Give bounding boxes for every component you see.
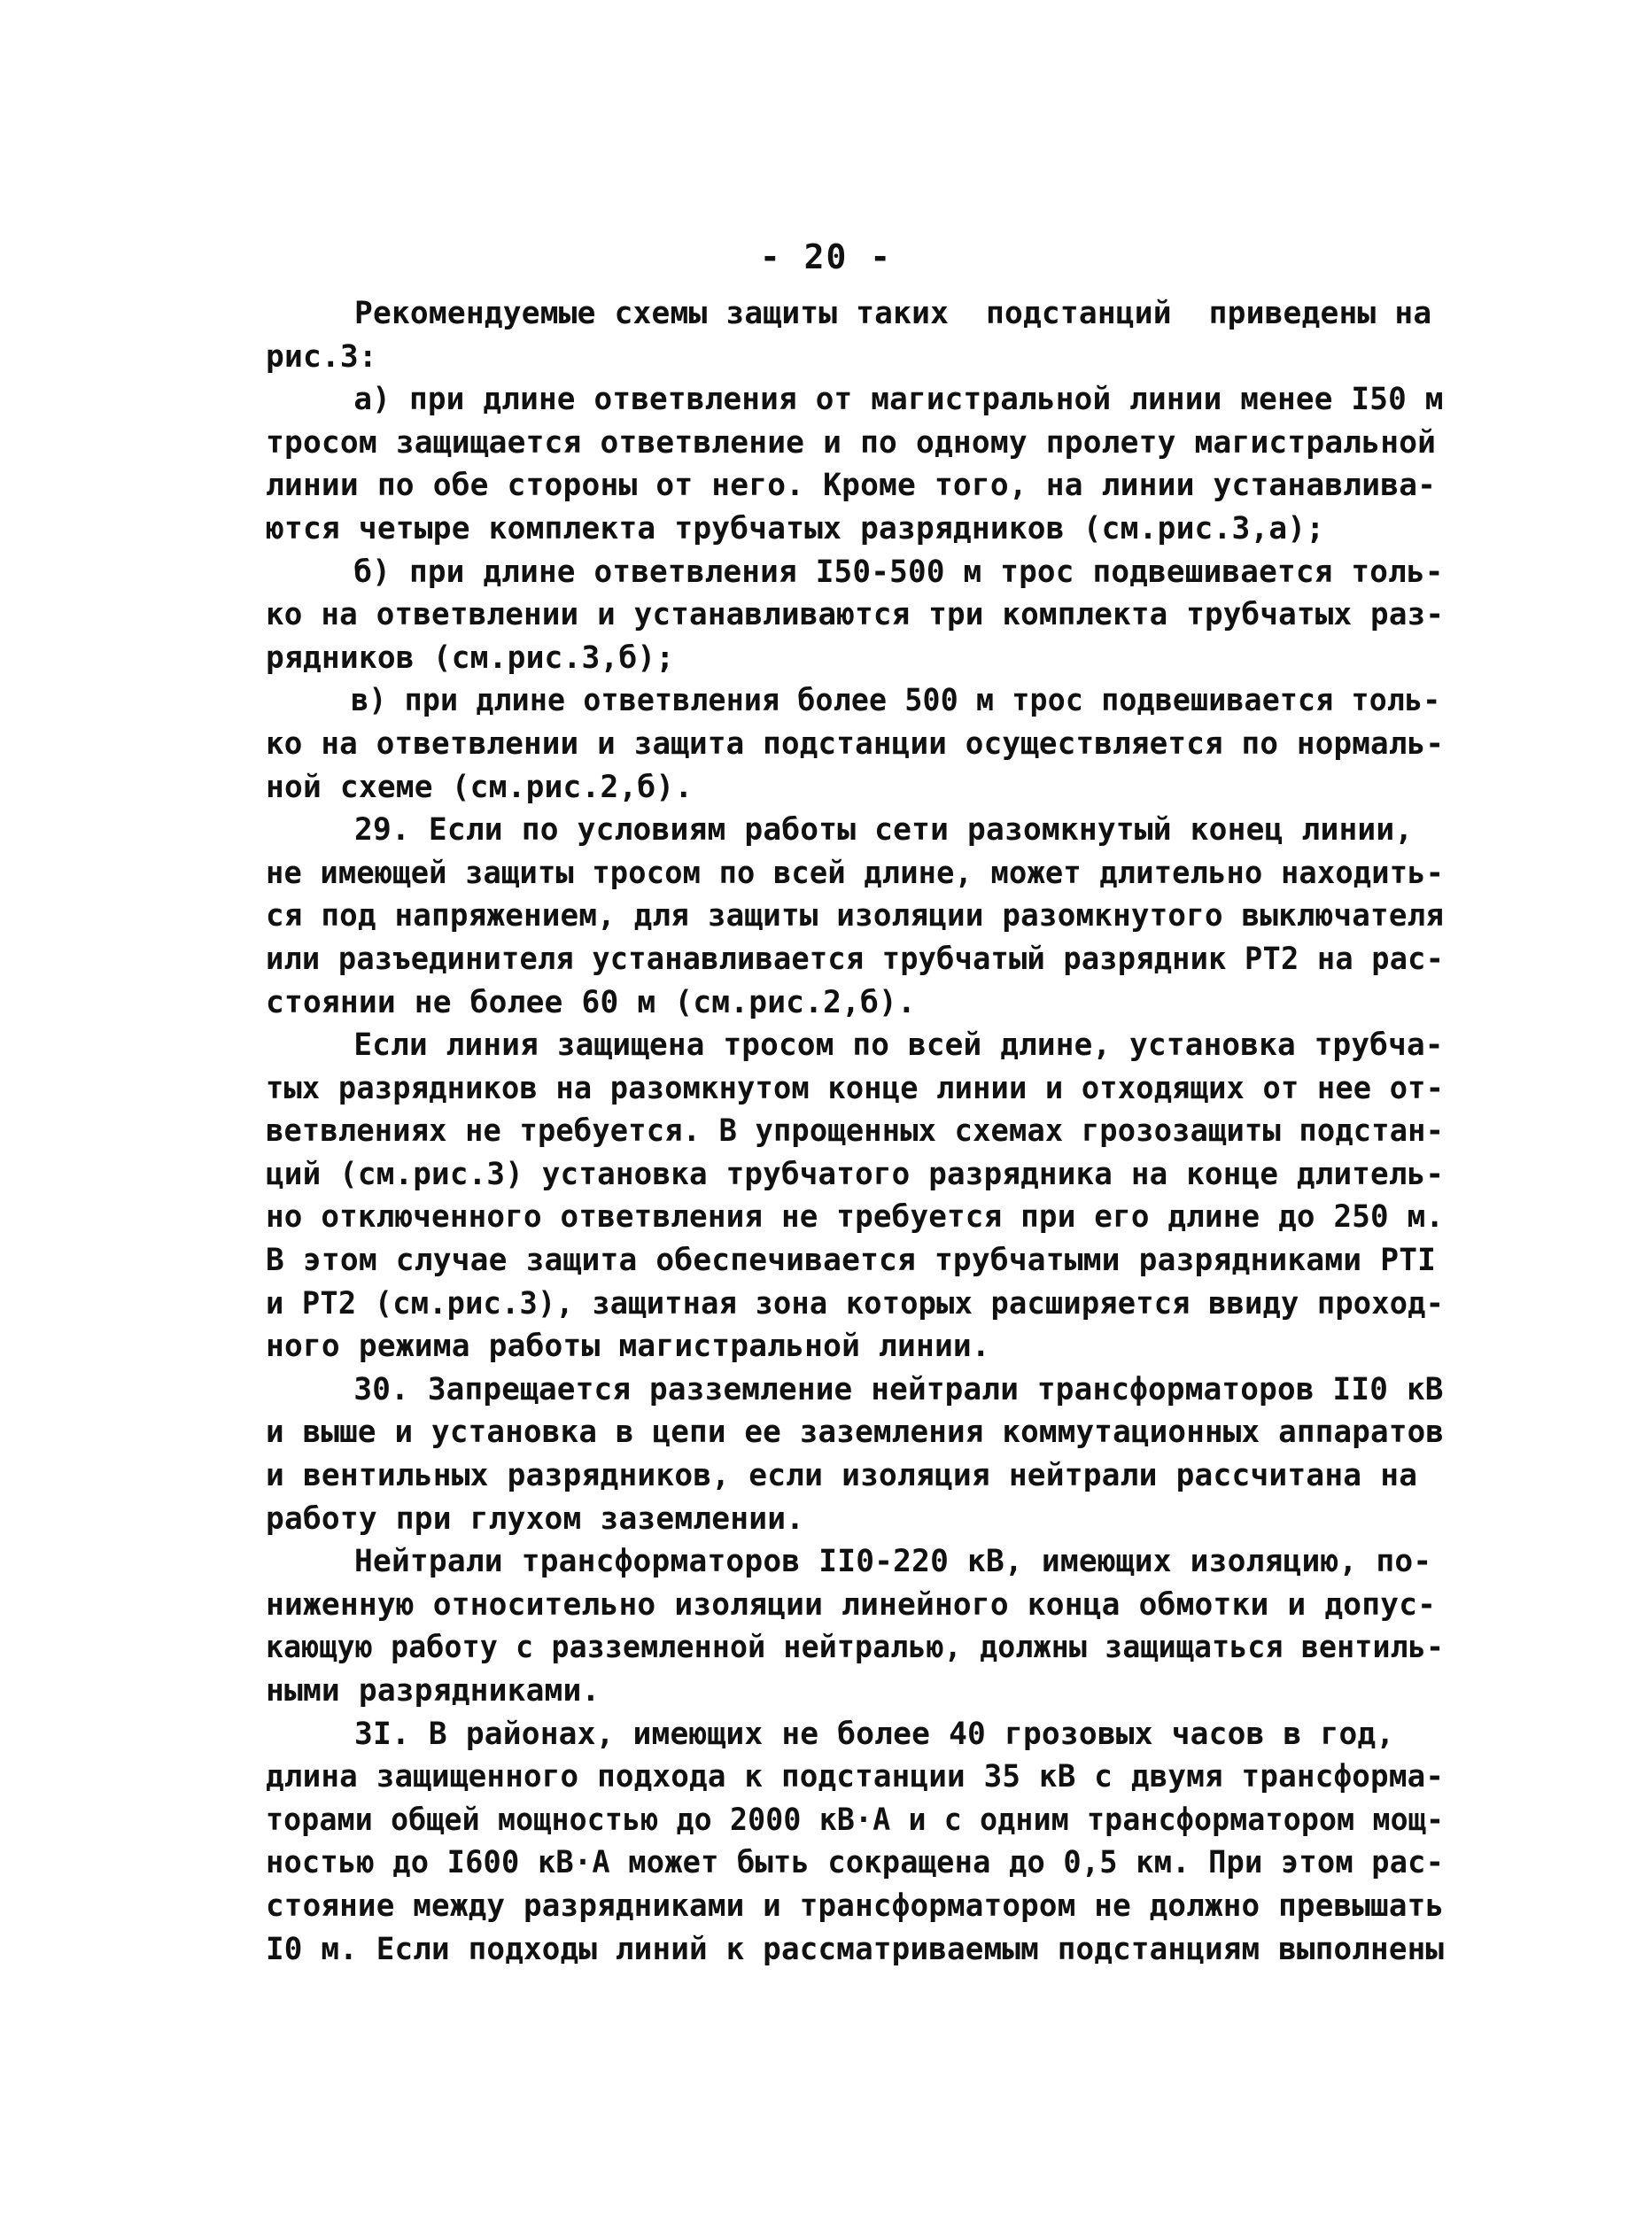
text-line: ными разрядниками.: [266, 1673, 601, 1709]
text-line: ветвлениях не требуется. В упрощенных схемах грозозащиты подстан-: [266, 1113, 1445, 1150]
text-line: I0 м. Если подходы линий к рассматриваемым подстанциям выполнены: [266, 1931, 1445, 1967]
text-line: 3I. В районах, имеющих не более 40 грозовых часов в год,: [354, 1716, 1395, 1752]
text-line: или разъединителя устанавливается трубчатый разрядник РТ2 на рас-: [266, 941, 1445, 977]
text-line: а) при длине ответвления от магистральной линии менее I50 м: [353, 382, 1444, 418]
text-line: не имеющей защиты тросом по всей длине, может длительно находить-: [266, 855, 1445, 891]
text-line: стояние между разрядниками и трансформатором не должно превышать: [266, 1888, 1445, 1924]
text-line: ций (см.рис.3) установка трубчатого разрядника на конце длитель-: [266, 1156, 1445, 1192]
text-line: работу при глухом заземлении.: [266, 1500, 805, 1537]
text-line: ниженную относительно изоляции линейного конца обмотки и допус-: [266, 1586, 1437, 1623]
text-line: ко на ответвлении и защита подстанции осуществляется по нормаль-: [266, 725, 1445, 762]
text-line: рядников (см.рис.3,б);: [266, 640, 675, 676]
text-line: В этом случае защита обеспечивается трубчатыми разрядниками РТI: [266, 1243, 1437, 1279]
text-line: Нейтрали трансформаторов II0-220 кВ, имеющих изоляцию, по-: [354, 1544, 1432, 1580]
text-line: Если линия защищена тросом по всей длине, установка трубча-: [353, 1027, 1444, 1064]
text-line: Рекомендуемые схемы защиты таких подстанций приведены на: [354, 296, 1432, 331]
text-line: ются четыре комплекта трубчатых разрядников (см.рис.3,а);: [266, 510, 1325, 546]
text-line: ко на ответвлении и устанавливаются три комплекта трубчатых раз-: [266, 597, 1445, 633]
text-line: рис.3:: [266, 338, 377, 375]
text-line: длина защищенного подхода к подстанции 35 кВ с двумя трансформа-: [266, 1759, 1445, 1795]
text-line: ся под напряжением, для защиты изоляции разомкнутого выключателя: [266, 898, 1445, 934]
text-line: тых разрядников на разомкнутом конце линии и отходящих от нее от-: [266, 1070, 1445, 1106]
body-text: [266, 292, 1444, 1971]
text-line: стоянии не более 60 м (см.рис.2,б).: [266, 984, 916, 1020]
text-line: кающую работу с разземленной нейтралью, должны защищаться вентиль-: [266, 1630, 1445, 1666]
page-number: - 20 -: [759, 237, 893, 276]
text-line: в) при длине ответвления более 500 м трос подвешивается толь-: [351, 683, 1441, 719]
text-line: ного режима работы магистральной линии.: [266, 1329, 990, 1365]
text-line: 30. Запрещается разземление нейтрали трансформаторов II0 кВ: [353, 1371, 1444, 1407]
text-line: и вентильных разрядников, если изоляция нейтрали рассчитана на: [266, 1458, 1418, 1494]
text-line: ностью до I600 кВ·А может быть сокращена до 0,5 км. При этом рас-: [266, 1845, 1445, 1881]
text-line: 29. Если по условиям работы сети разомкнутый конец линии,: [354, 812, 1414, 849]
text-line: ной схеме (см.рис.2,б).: [266, 769, 694, 805]
text-line: торами общей мощностью до 2000 кВ·А и с одним трансформатором мощ-: [266, 1802, 1445, 1838]
text-line: и выше и установка в цепи ее заземления коммутационных аппаратов: [266, 1415, 1445, 1451]
text-line: и РТ2 (см.рис.3), защитная зона которых расширяется ввиду проход-: [266, 1285, 1445, 1322]
text-line: тросом защищается ответвление и по одному пролету магистральной: [266, 424, 1437, 461]
text-line: б) при длине ответвления I50-500 м трос подвешивается толь-: [353, 554, 1444, 590]
text-line: но отключенного ответвления не требуется при его длине до 250 м.: [266, 1199, 1445, 1236]
text-line: линии по обе стороны от него. Кроме того, на линии устанавлива-: [266, 468, 1437, 504]
